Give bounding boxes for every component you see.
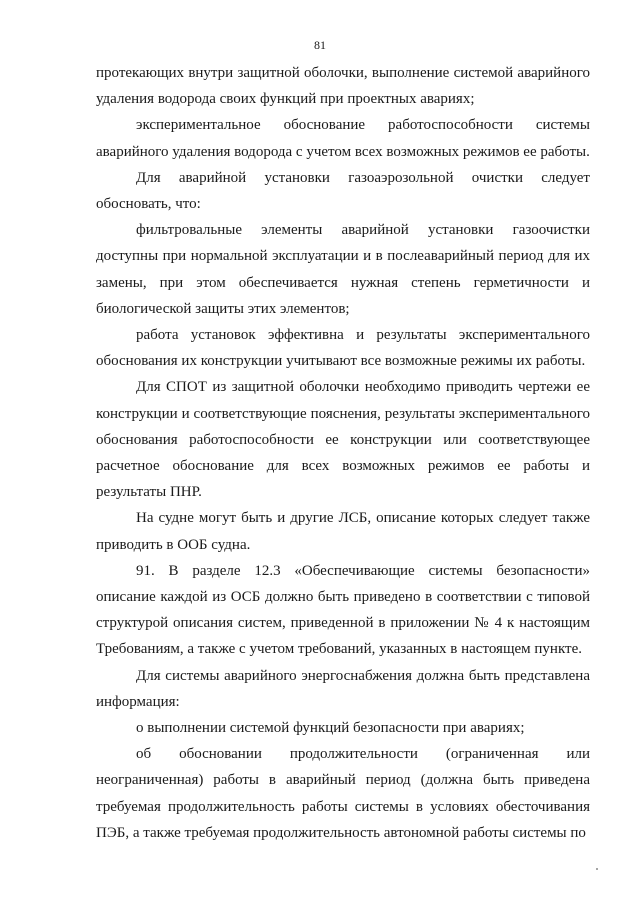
paragraph-1: протекающих внутри защитной оболочки, выполнение системой аварийного удаления водорода своих функций при проектных авариях; <box>96 65 590 108</box>
paragraph-3: Для аварийной установки газоаэрозольной очистки следует обосновать, что: <box>96 169 590 213</box>
paragraph-10: о выполнении системой функций безопасности при авариях; <box>136 720 525 737</box>
scan-speck <box>596 868 598 870</box>
page-body <box>96 60 590 846</box>
paragraph-2: экспериментальное обоснование работоспособности системы аварийного удаления водорода с учетом всех возможных режимов ее работы. <box>96 117 590 160</box>
paragraph-4: фильтровальные элементы аварийной установки газоочистки доступны при нормальной эксплуатации и в послеаварийный период для их замены, при этом обеспечивается нужная степень герметичности и биологической защиты этих элементов; <box>96 222 590 317</box>
paragraph-9: Для системы аварийного энергоснабжения должна быть представлена информация: <box>96 667 590 710</box>
page-number: 81 <box>314 38 326 52</box>
paragraph-5: работа установок эффективна и результаты экспериментального обоснования их конструкции учитывают все возможные режимы их работы. <box>96 327 590 370</box>
paragraph-7: На судне могут быть и другие ЛСБ, описание которых следует также приводить в ООБ судна. <box>96 510 590 553</box>
paragraph-8: 91. В разделе 12.3 «Обеспечивающие системы безопасности» описание каждой из ОСБ должно быть приведено в соответствии с типовой структурой описания систем, приведенной в приложении № 4 к настоящим Требованиям, а также с учетом требований, указанных в настоящем пункте. <box>96 562 590 658</box>
paragraph-6: Для СПОТ из защитной оболочки необходимо приводить чертежи ее конструкции и соответствующие пояснения, результаты экспериментального обоснования работоспособности ее конструкции или соответствующее расчетное обоснование для всех возможных режимов ее работы и результаты ПНР. <box>96 379 590 501</box>
paragraph-11: об обосновании продолжительности (ограниченная или неограниченная) работы в аварийный период (должна быть приведена требуемая продолжительность работы системы в условиях обесточивания ПЭБ, а также требуемая продолжительность автономной работы системы по <box>96 746 590 841</box>
